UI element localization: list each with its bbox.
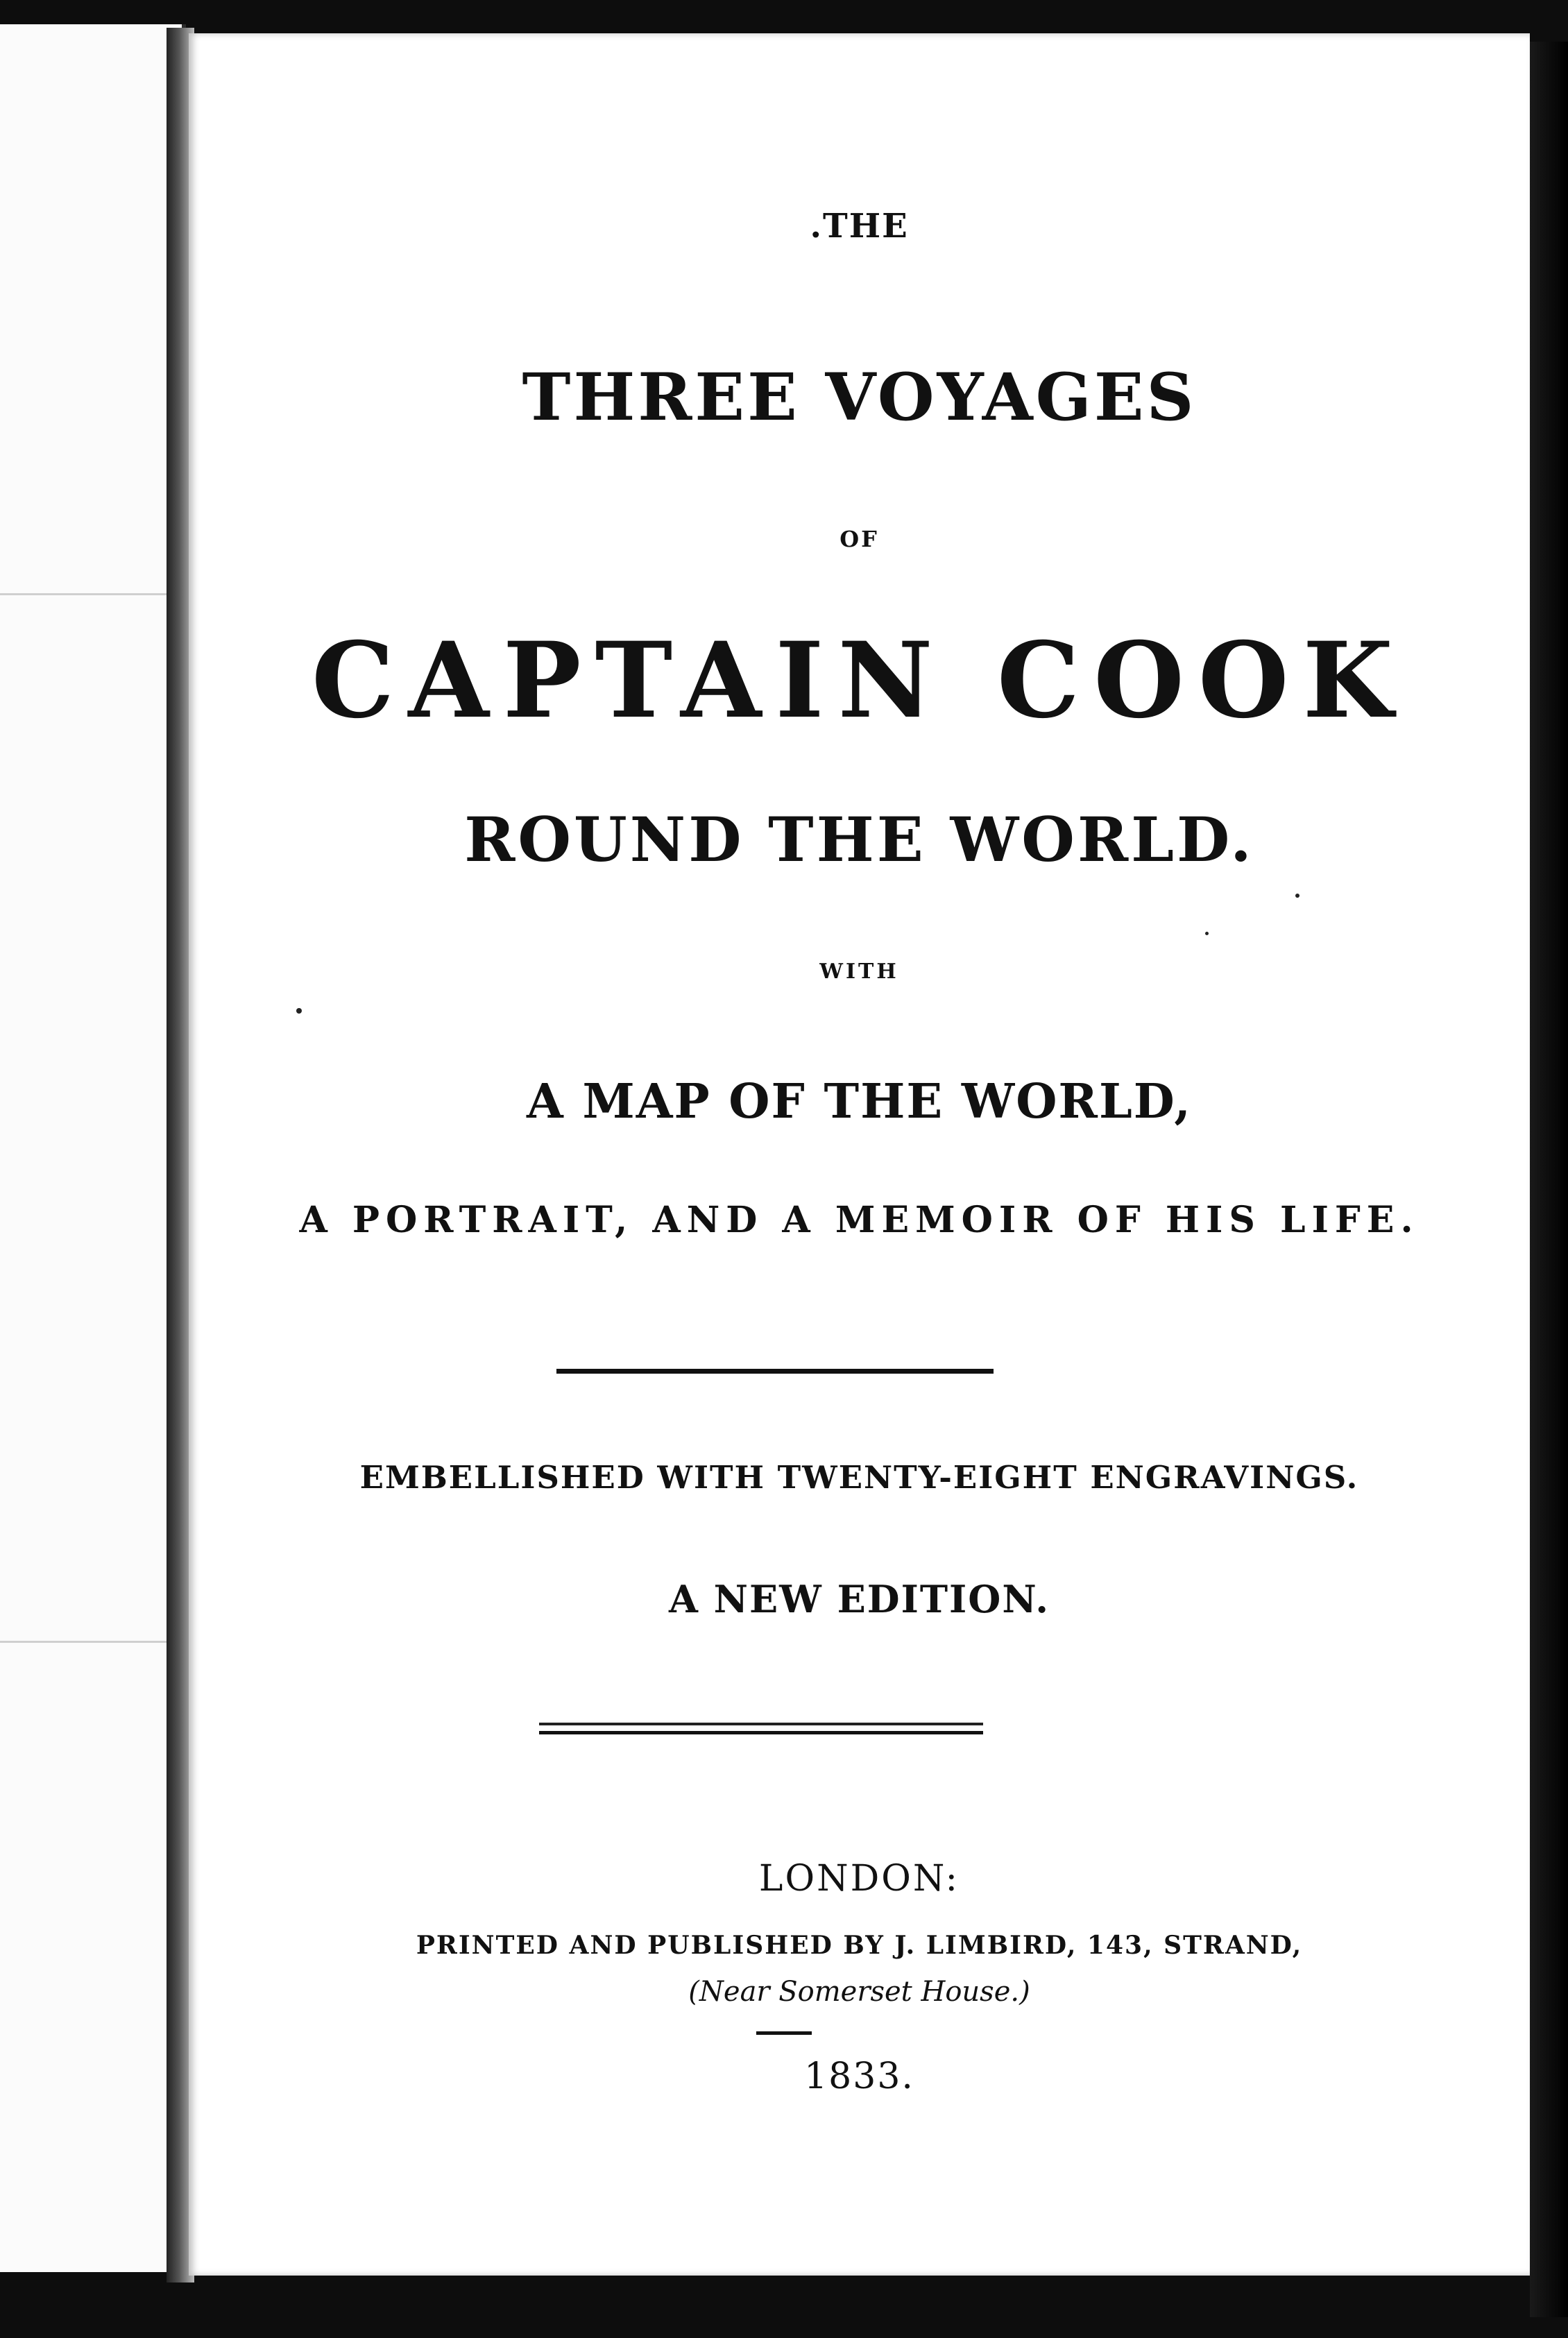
edition-line: A NEW EDITION. (668, 1577, 1050, 1621)
imprint-place: LONDON: (758, 1858, 960, 1900)
ink-speck (1205, 932, 1209, 935)
imprint-address: (Near Somerset House.) (688, 1976, 1030, 2008)
short-rule (756, 2031, 812, 2035)
subtitle-map: A MAP OF THE WORLD, (527, 1074, 1192, 1129)
ink-speck (1295, 894, 1299, 898)
fold-crease (0, 593, 182, 595)
divider-rule (556, 1369, 994, 1374)
ink-speck (296, 1008, 302, 1014)
double-divider-rule (539, 1723, 983, 1735)
facing-page-edge (0, 24, 186, 2272)
subtitle-with: WITH (819, 959, 899, 984)
title-captain-cook: CAPTAIN COOK (312, 620, 1407, 742)
title-round-the-world: ROUND THE WORLD. (464, 803, 1254, 876)
imprint-year: 1833. (804, 2056, 914, 2097)
title-of: OF (840, 526, 879, 552)
subtitle-portrait: A PORTRAIT, AND A MEMOIR OF HIS LIFE. (299, 1199, 1420, 1241)
title-page (189, 33, 1530, 2276)
book-edge (1530, 42, 1568, 2317)
imprint-printer: PRINTED AND PUBLISHED BY J. LIMBIRD, 143, STRAND, (416, 1931, 1303, 1960)
title-the: .THE (810, 207, 909, 246)
fold-crease (0, 1641, 182, 1643)
title-three-voyages: THREE VOYAGES (522, 359, 1197, 436)
embellished-line: EMBELLISHED WITH TWENTY-EIGHT ENGRAVINGS. (359, 1459, 1359, 1496)
